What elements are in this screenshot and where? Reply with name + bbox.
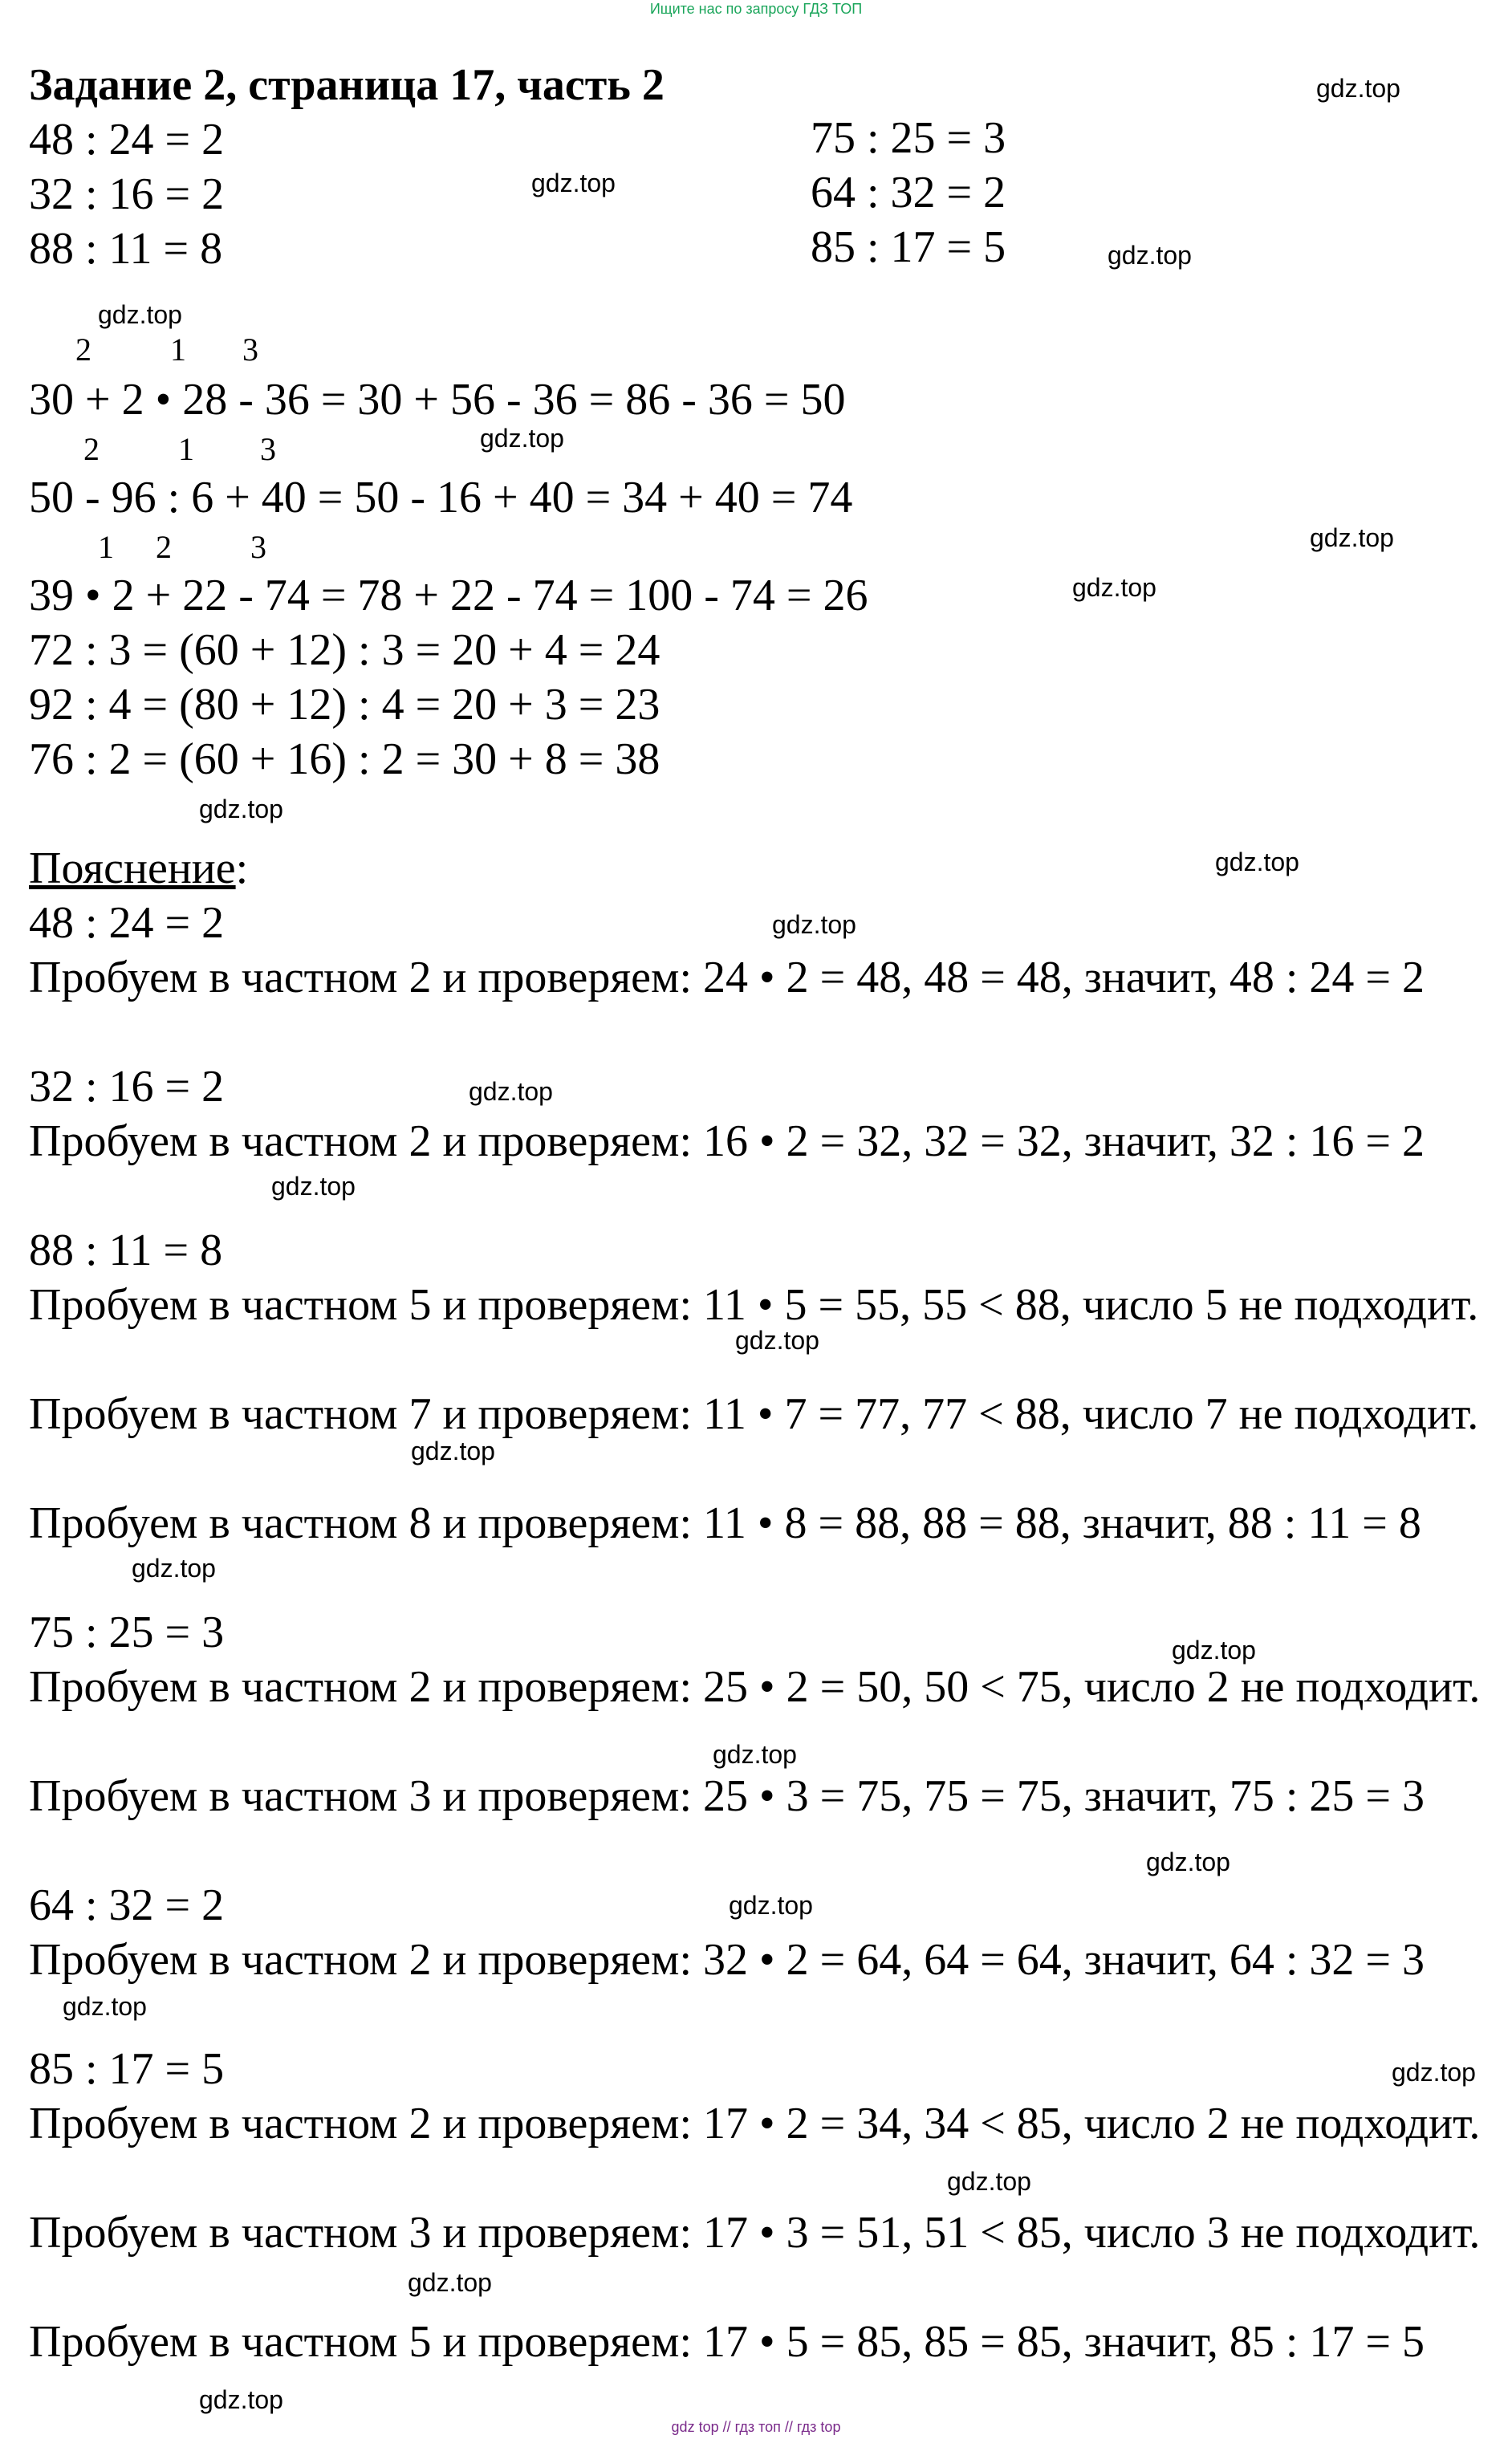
watermark: gdz.top bbox=[132, 1554, 216, 1583]
order-mark: 3 bbox=[242, 331, 258, 368]
watermark: gdz.top bbox=[271, 1172, 356, 1201]
top-banner: Ищите нас по запросу ГДЗ ТОП bbox=[649, 1, 863, 17]
order-mark: 2 bbox=[156, 529, 172, 565]
explanation-line: 88 : 11 = 8 bbox=[29, 1226, 223, 1275]
explanation-paragraph: Пробуем в частном 5 и проверяем: 17 • 5 = 85, 85 = 85, значит, 85 : 17 = 5 bbox=[29, 2317, 1425, 2367]
explanation-heading bbox=[29, 841, 248, 896]
explanation-heading-text: Пояснение bbox=[29, 843, 236, 893]
watermark: gdz.top bbox=[1316, 74, 1400, 103]
page-title: Задание 2, страница 17, часть 2 bbox=[29, 60, 665, 110]
explanation-heading-colon: : bbox=[235, 843, 249, 893]
division-left-2: 32 : 16 = 2 bbox=[29, 169, 225, 219]
watermark: gdz.top bbox=[735, 1326, 819, 1355]
explanation-paragraph: Пробуем в частном 3 и проверяем: 25 • 3 = 75, 75 = 75, значит, 75 : 25 = 3 bbox=[29, 1771, 1425, 1821]
explanation-paragraph: Пробуем в частном 2 и проверяем: 16 • 2 = 32, 32 = 32, значит, 32 : 16 = 2 bbox=[29, 1116, 1425, 1166]
explanation-paragraph: Пробуем в частном 7 и проверяем: 11 • 7 = 77, 77 < 88, число 7 не подходит. bbox=[29, 1389, 1479, 1439]
watermark: gdz.top bbox=[1172, 1636, 1256, 1665]
order-mark: 2 bbox=[75, 331, 91, 368]
explanation-paragraph: Пробуем в частном 2 и проверяем: 32 • 2 = 64, 64 = 64, значит, 64 : 32 = 3 bbox=[29, 1935, 1425, 1985]
watermark: gdz.top bbox=[411, 1437, 495, 1465]
order-mark: 3 bbox=[250, 529, 266, 565]
expression-4: 72 : 3 = (60 + 12) : 3 = 20 + 4 = 24 bbox=[29, 625, 660, 675]
watermark: gdz.top bbox=[1310, 523, 1394, 552]
division-right-2: 64 : 32 = 2 bbox=[811, 168, 1006, 217]
order-mark: 1 bbox=[98, 529, 114, 565]
expression-2: 50 - 96 : 6 + 40 = 50 - 16 + 40 = 34 + 40 = 74 bbox=[29, 473, 853, 522]
expression-6: 76 : 2 = (60 + 16) : 2 = 30 + 8 = 38 bbox=[29, 734, 660, 784]
division-left-3: 88 : 11 = 8 bbox=[29, 224, 223, 274]
watermark: gdz.top bbox=[1146, 1848, 1230, 1876]
watermark: gdz.top bbox=[469, 1077, 553, 1106]
footer-links: gdz top // гдз топ // гдз top bbox=[671, 2419, 841, 2435]
watermark: gdz.top bbox=[713, 1740, 797, 1769]
order-mark: 3 bbox=[260, 431, 276, 467]
watermark: gdz.top bbox=[772, 910, 856, 939]
explanation-paragraph: Пробуем в частном 2 и проверяем: 25 • 2 = 50, 50 < 75, число 2 не подходит. bbox=[29, 1662, 1481, 1712]
explanation-paragraph: Пробуем в частном 5 и проверяем: 11 • 5 = 55, 55 < 88, число 5 не подходит. bbox=[29, 1280, 1479, 1330]
division-left-1: 48 : 24 = 2 bbox=[29, 115, 225, 165]
watermark: gdz.top bbox=[1392, 2058, 1476, 2087]
watermark: gdz.top bbox=[199, 2385, 283, 2414]
watermark: gdz.top bbox=[729, 1891, 813, 1920]
watermark: gdz.top bbox=[98, 300, 182, 329]
explanation-line: 75 : 25 = 3 bbox=[29, 1608, 225, 1657]
order-mark: 1 bbox=[178, 431, 194, 467]
watermark: gdz.top bbox=[531, 169, 616, 197]
explanation-paragraph: Пробуем в частном 2 и проверяем: 24 • 2 = 48, 48 = 48, значит, 48 : 24 = 2 bbox=[29, 953, 1425, 1002]
explanation-paragraph: Пробуем в частном 3 и проверяем: 17 • 3 = 51, 51 < 85, число 3 не подходит. bbox=[29, 2208, 1481, 2258]
expression-3: 39 • 2 + 22 - 74 = 78 + 22 - 74 = 100 - 74 = 26 bbox=[29, 571, 868, 620]
watermark: gdz.top bbox=[1072, 573, 1156, 602]
division-right-3: 85 : 17 = 5 bbox=[811, 222, 1006, 272]
explanation-paragraph: Пробуем в частном 8 и проверяем: 11 • 8 = 88, 88 = 88, значит, 88 : 11 = 8 bbox=[29, 1498, 1421, 1548]
explanation-paragraph: Пробуем в частном 2 и проверяем: 17 • 2 = 34, 34 < 85, число 2 не подходит. bbox=[29, 2099, 1481, 2148]
watermark: gdz.top bbox=[408, 2268, 492, 2297]
watermark: gdz.top bbox=[947, 2167, 1031, 2196]
watermark: gdz.top bbox=[480, 424, 564, 453]
order-mark: 1 bbox=[170, 331, 186, 368]
explanation-line: 32 : 16 = 2 bbox=[29, 1062, 225, 1112]
watermark: gdz.top bbox=[1108, 241, 1192, 270]
explanation-line: 85 : 17 = 5 bbox=[29, 2044, 225, 2094]
watermark: gdz.top bbox=[199, 795, 283, 823]
explanation-line: 48 : 24 = 2 bbox=[29, 898, 225, 948]
explanation-line: 64 : 32 = 2 bbox=[29, 1880, 225, 1930]
expression-1: 30 + 2 • 28 - 36 = 30 + 56 - 36 = 86 - 36 = 50 bbox=[29, 375, 846, 425]
division-right-1: 75 : 25 = 3 bbox=[811, 113, 1006, 163]
expression-5: 92 : 4 = (80 + 12) : 4 = 20 + 3 = 23 bbox=[29, 680, 660, 730]
watermark: gdz.top bbox=[63, 1992, 147, 2021]
watermark: gdz.top bbox=[1215, 848, 1299, 876]
order-mark: 2 bbox=[83, 431, 100, 467]
